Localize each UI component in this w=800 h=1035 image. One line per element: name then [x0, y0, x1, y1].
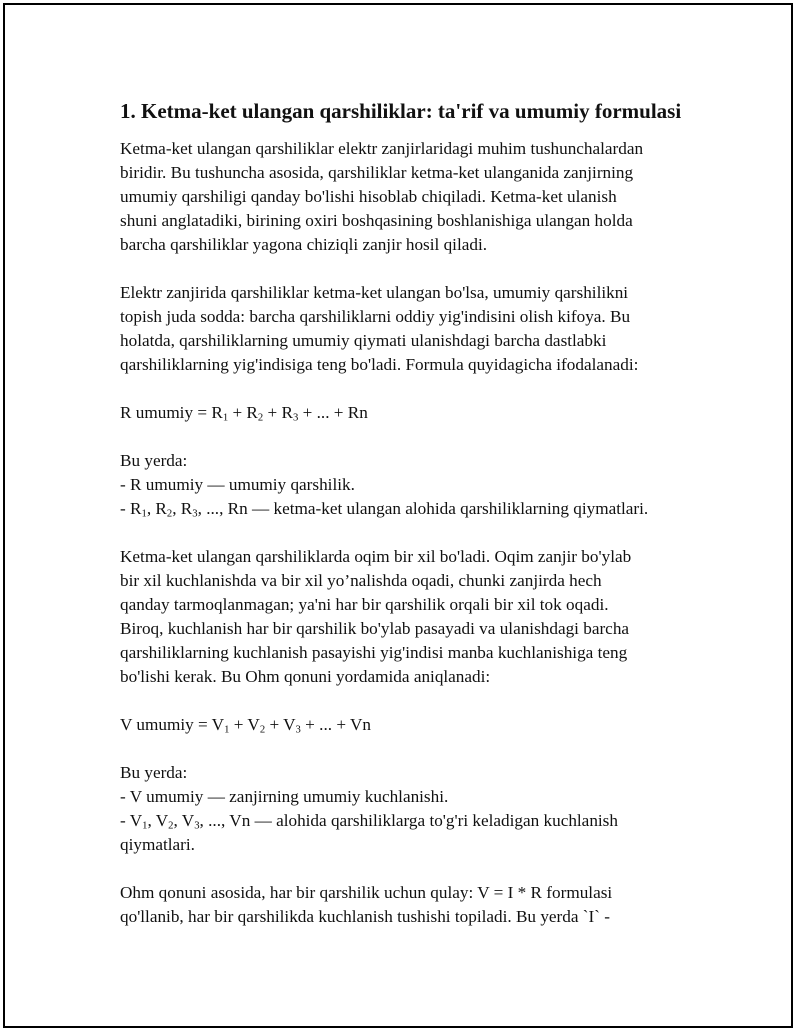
- paragraph-series-resistance: [120, 281, 705, 377]
- text-line: qo'llanib, har bir qarshilikda kuchlanish tushishi topiladi. Bu yerda `I` -: [120, 907, 610, 926]
- definitions-heading: Bu yerda:: [120, 763, 188, 782]
- definition-text: , R: [172, 499, 193, 518]
- formula-line: [120, 401, 705, 425]
- subscript: 3: [194, 820, 200, 832]
- formula-line: [120, 713, 705, 737]
- paragraph-intro: [120, 137, 705, 257]
- text-line: qanday tarmoqlanmagan; ya'ni har bir qarshilik orqali bir xil tok oqadi.: [120, 595, 609, 614]
- paragraph-current-voltage: [120, 545, 705, 689]
- definition-text: - V: [120, 811, 143, 830]
- subscript: 1: [222, 412, 229, 424]
- paragraph-ohm-law: [120, 881, 705, 929]
- text-line: Ohm qonuni asosida, har bir qarshilik uchun qulay: V = I * R formulasi: [120, 883, 613, 902]
- subscript: 2: [257, 412, 264, 424]
- text-line: umumiy qarshiligi qanday bo'lishi hisoblab chiqiladi. Ketma-ket ulanish: [120, 187, 617, 206]
- text-line: Ketma-ket ulangan qarshiliklar elektr zanjirlaridagi muhim tushunchalardan: [120, 139, 644, 158]
- formula-text: V umumiy = V: [120, 715, 225, 734]
- definition-item: - R umumiy — umumiy qarshilik.: [120, 475, 355, 494]
- subscript: 3: [295, 724, 301, 736]
- definition-text: , ..., Rn — ketma-ket ulangan alohida qarshiliklarning qiymatlari.: [197, 499, 649, 518]
- formula-text: + ... + Vn: [300, 715, 372, 734]
- subscript: 1: [142, 820, 148, 832]
- definition-text: , ..., Vn — alohida qarshiliklarga to'g'ri keladigan kuchlanish: [199, 811, 618, 830]
- definition-item: [120, 809, 705, 833]
- text-line: shuni anglatadiki, birining oxiri boshqasining boshlanishiga ulangan holda: [120, 211, 633, 230]
- subscript: 1: [141, 508, 147, 520]
- formula-text: + R: [228, 403, 258, 422]
- text-line: topish juda sodda: barcha qarshiliklarni oddiy yig'indisini olish kifoya. Bu: [120, 307, 631, 326]
- section-title: 1. Ketma-ket ulangan qarshiliklar: ta'rif va umumiy formulasi: [120, 99, 682, 123]
- definition-item-continuation: qiymatlari.: [120, 835, 195, 854]
- definitions-heading: Bu yerda:: [120, 451, 188, 470]
- text-line: biridir. Bu tushuncha asosida, qarshiliklar ketma-ket ulanganida zanjirning: [120, 163, 634, 182]
- text-line: bir xil kuchlanishda va bir xil yo’nalishda oqadi, chunki zanjirda hech: [120, 571, 602, 590]
- subscript: 3: [293, 412, 299, 424]
- formula-text: + ... + Rn: [298, 403, 368, 422]
- subscript: 2: [259, 724, 266, 736]
- text-line: qarshiliklarning kuchlanish pasayishi yig'indisi manba kuchlanishiga teng: [120, 643, 628, 662]
- text-line: Ketma-ket ulangan qarshiliklarda oqim bir xil bo'ladi. Oqim zanjir bo'ylab: [120, 547, 632, 566]
- subscript: 3: [192, 508, 198, 520]
- definition-item: [120, 497, 705, 521]
- text-line: barcha qarshiliklar yagona chiziqli zanjir hosil qiladi.: [120, 235, 488, 254]
- subscript: 1: [224, 724, 230, 736]
- text-line: Elektr zanjirida qarshiliklar ketma-ket ulangan bo'lsa, umumiy qarshilikni: [120, 283, 629, 302]
- formula-text: + V: [265, 715, 296, 734]
- page-frame: [3, 3, 793, 1028]
- text-line: bo'lishi kerak. Bu Ohm qonuni yordamida aniqlanadi:: [120, 667, 491, 686]
- definition-text: , V: [173, 811, 195, 830]
- formula-voltage: [120, 713, 705, 737]
- text-line: qarshiliklarning yig'indisiga teng bo'ladi. Formula quyidagicha ifodalanadi:: [120, 355, 639, 374]
- definitions-voltage: [120, 761, 705, 857]
- subscript: 2: [166, 508, 173, 520]
- formula-text: R umumiy = R: [120, 403, 223, 422]
- text-line: holatda, qarshiliklarning umumiy qiymati ulanishdagi barcha dastlabki: [120, 331, 607, 350]
- formula-resistance: [120, 401, 705, 425]
- definition-text: - R: [120, 499, 142, 518]
- document-content: [120, 97, 705, 929]
- definition-text: , V: [147, 811, 169, 830]
- text-line: Biroq, kuchlanish har bir qarshilik bo'ylab pasayadi va ulanishdagi barcha: [120, 619, 630, 638]
- definitions-resistance: [120, 449, 705, 521]
- subscript: 2: [168, 820, 174, 832]
- definition-text: , R: [146, 499, 167, 518]
- formula-text: + R: [263, 403, 293, 422]
- formula-text: + V: [229, 715, 260, 734]
- definition-item: - V umumiy — zanjirning umumiy kuchlanishi.: [120, 787, 449, 806]
